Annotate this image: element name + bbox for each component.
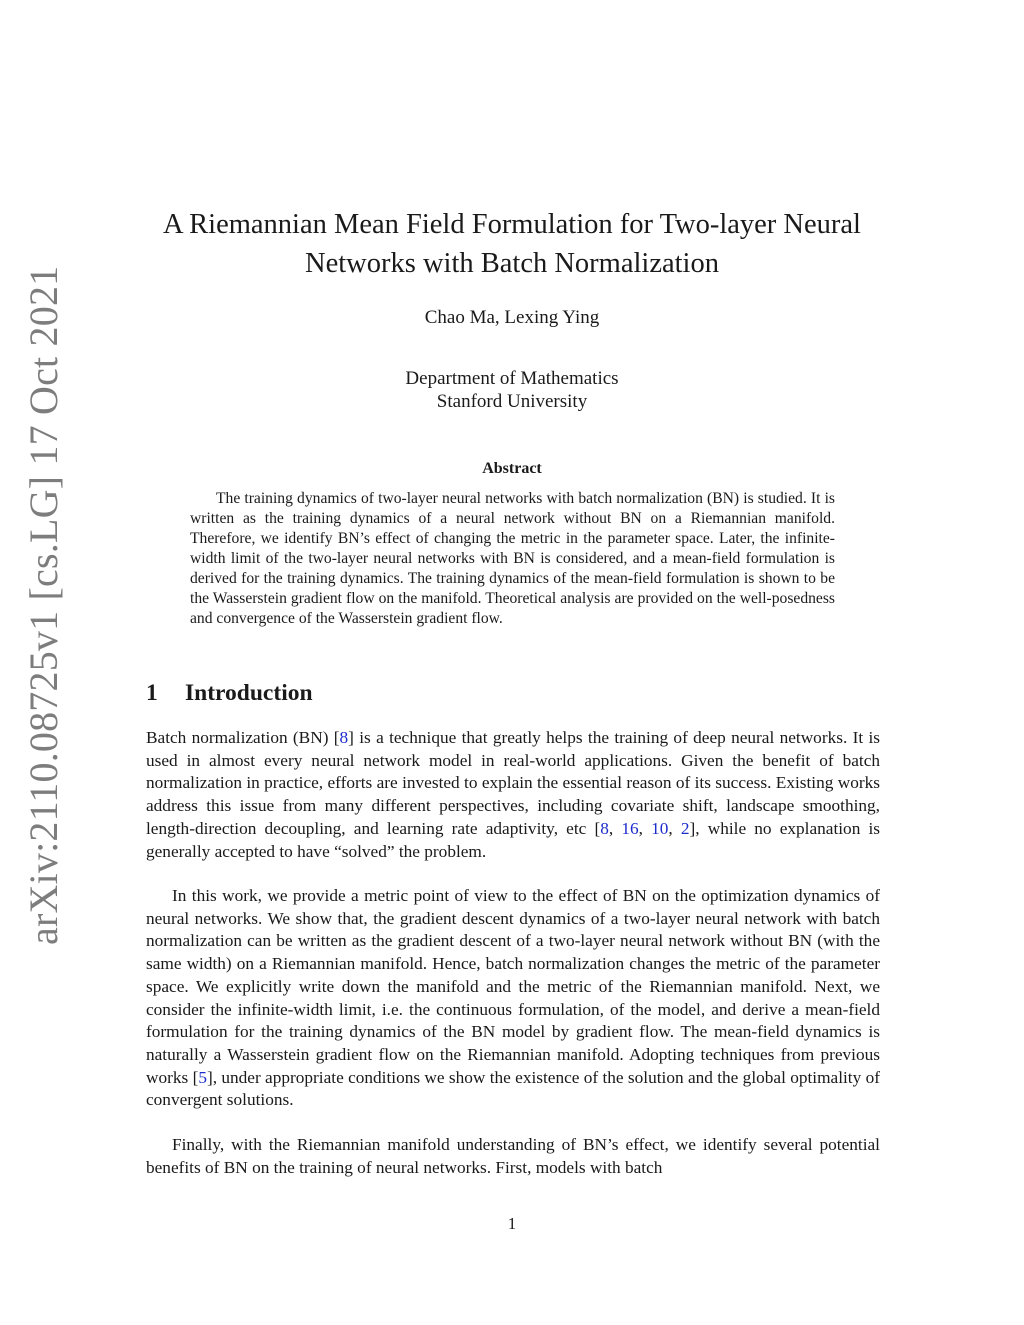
paragraph-3	[146, 1134, 880, 1179]
arxiv-stamp: arXiv:2110.08725v1 [cs.LG] 17 Oct 2021	[21, 265, 66, 945]
citation-link[interactable]: 5	[198, 1067, 207, 1087]
section-heading	[146, 680, 313, 707]
abstract-body: The training dynamics of two-layer neural networks with batch normalization (BN) is studied. It is written as the training dynamics of a neural network without BN on a Riemannian manifold. Therefore, we identify BN’s effect of changing the metric in the parameter space. Later, the infinite-width limit of the two-layer neural networks with BN is considered, and a mean-field formulation is derived for the training dynamics. The training dynamics of the mean-field formulation is shown to be the Wasserstein gradient flow on the manifold. Theoretical analysis are provided on the well-posedness and convergence of the Wasserstein gradient flow.	[190, 490, 835, 627]
paragraph-text: ] is a technique that greatly helps the training of deep neural networks. It is used in almost every neural network model in real-world applications. Given the benefit of batch normalization in practice, efforts are invested to explain the essential reason of its success. Existing works address this issue from many different perspectives, including covariate shift, landscape smoothing, length-direction decoupling, and learning rate adaptivity, etc [	[146, 728, 880, 838]
citation-separator: ,	[608, 818, 622, 838]
citation-link[interactable]: 10	[651, 818, 669, 838]
paragraph-2	[146, 885, 880, 1112]
section-title: Introduction	[185, 680, 313, 706]
paragraph-text: Batch normalization (BN) [	[146, 728, 340, 747]
citation-link[interactable]: 8	[600, 818, 609, 838]
page-number: 1	[507, 1214, 517, 1233]
authors: Chao Ma, Lexing Ying	[424, 307, 600, 328]
title-line-1: A Riemannian Mean Field Formulation for Two-layer Neural	[163, 209, 861, 240]
title-line-2: Networks with Batch Normalization	[305, 248, 719, 279]
section-number: 1	[146, 680, 158, 706]
university: Stanford University	[436, 391, 588, 412]
citation-separator: ,	[668, 818, 681, 838]
department: Department of Mathematics	[405, 368, 619, 389]
citation-link[interactable]: 8	[339, 728, 349, 747]
affiliation	[0, 367, 1024, 413]
paragraph-1	[146, 727, 880, 863]
paragraph-text: In this work, we provide a metric point of view to the effect of BN on the optimization dynamics of neural networks. We show that, the gradient descent dynamics of a two-layer neural network with batch normalization can be written as the gradient descent of a two-layer neural network without BN (with the same width) on a Riemannian manifold. Hence, batch normalization changes the metric of the parameter space. We explicitly write down the manifold and the metric of the Riemannian manifold. Next, we consider the infinite-width limit, i.e. the continuous formulation, of the model, and derive a mean-field formulation for the training dynamics of the BN model by gradient flow. The mean-field dynamics is naturally a Wasserstein gradient flow on the Riemannian manifold. Adopting techniques from previous works [	[146, 886, 880, 1087]
paragraph-text: ], while no explanation is generally accepted to have “solved” the problem.	[146, 818, 881, 861]
citation-link[interactable]: 2	[680, 818, 690, 838]
paragraph-text: Finally, with the Riemannian manifold understanding of BN’s effect, we identify several potential benefits of BN on the training of neural networks. First, models with batch	[146, 1135, 880, 1177]
citation-link[interactable]: 16	[621, 818, 639, 838]
paragraph-text: ], under appropriate conditions we show the existence of the solution and the global optimality of convergent solutions.	[146, 1067, 880, 1110]
abstract-heading: Abstract	[482, 460, 542, 477]
paper-title	[130, 205, 894, 283]
citation-separator: ,	[638, 818, 652, 838]
